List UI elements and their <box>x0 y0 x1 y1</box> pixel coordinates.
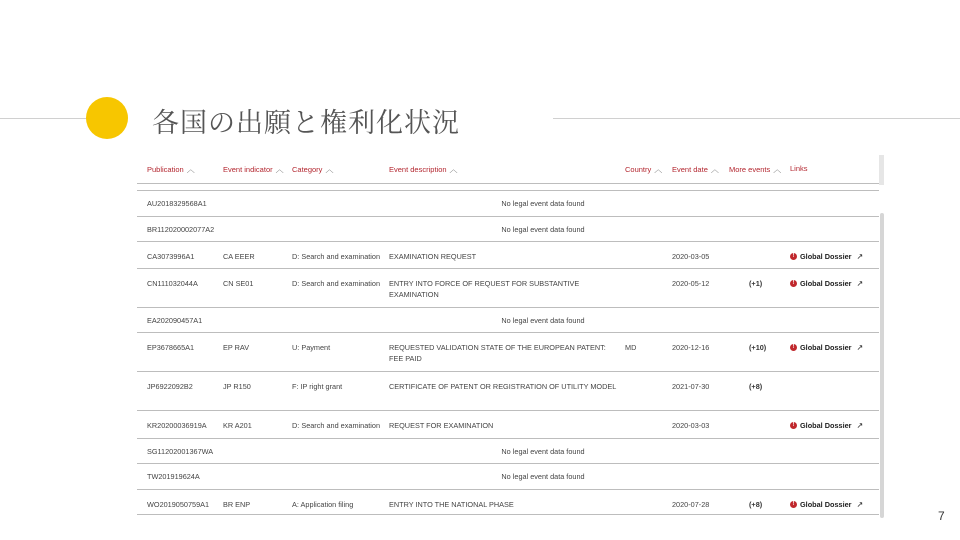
header-shadow <box>879 155 884 185</box>
cell-publication: CA3073996A1 <box>147 252 195 261</box>
header-event-description[interactable]: Event description ︿ <box>389 165 458 174</box>
global-dossier-link[interactable] <box>790 279 863 288</box>
cell-country: MD <box>625 343 637 352</box>
cell-publication: EA202090457A1 <box>147 316 203 325</box>
global-dossier-label: Global Dossier <box>800 500 852 509</box>
global-dossier-link[interactable] <box>790 343 863 352</box>
table-row[interactable] <box>137 217 879 242</box>
info-icon: ! <box>790 253 797 260</box>
sort-caret-icon: ︿ <box>710 165 719 174</box>
cell-publication: BR112020002077A2 <box>147 225 215 234</box>
table-row[interactable] <box>137 242 879 269</box>
external-link-icon: ↗ <box>856 421 864 430</box>
header-publication[interactable]: Publication ︿ <box>147 165 195 174</box>
cell-event-description: REQUEST FOR EXAMINATION <box>389 421 494 430</box>
cell-event-indicator: JP R150 <box>223 382 251 391</box>
table-row[interactable] <box>137 269 879 308</box>
table-row[interactable] <box>137 333 879 372</box>
cell-event-indicator: CA EEER <box>223 252 255 261</box>
table-row[interactable] <box>137 191 879 217</box>
cell-publication: KR20200036919A <box>147 421 207 430</box>
sort-caret-icon: ︿ <box>773 165 782 174</box>
cell-event-description: ENTRY INTO THE NATIONAL PHASE <box>389 500 514 509</box>
cell-event-description: EXAMINATION REQUEST <box>389 252 477 261</box>
cell-event-date: 2020-05-12 <box>672 279 710 288</box>
cell-category: U: Payment <box>292 343 331 352</box>
global-dossier-link[interactable] <box>790 421 863 430</box>
table-row[interactable] <box>137 464 879 490</box>
table-row[interactable] <box>137 490 879 515</box>
sort-caret-icon: ︿ <box>449 165 458 174</box>
cell-publication: AU2018329568A1 <box>147 199 207 208</box>
info-icon: ! <box>790 280 797 287</box>
cell-event-indicator: KR A201 <box>223 421 252 430</box>
cell-publication: CN111032044A <box>147 279 198 288</box>
cell-publication: JP6922092B2 <box>147 382 193 391</box>
cell-no-data-message: No legal event data found <box>501 225 585 234</box>
title-rule-right <box>553 118 960 119</box>
global-dossier-label: Global Dossier <box>800 252 852 261</box>
title-rule-left <box>0 118 95 119</box>
global-dossier-link[interactable] <box>790 252 863 261</box>
header-category[interactable]: Category ︿ <box>292 165 334 174</box>
title-bullet-circle <box>86 97 128 139</box>
cell-event-description: REQUESTED VALIDATION STATE OF THE EUROPEAN PATENT: FEE PAID <box>389 343 606 363</box>
external-link-icon: ↗ <box>856 279 864 288</box>
cell-publication: EP3678665A1 <box>147 343 195 352</box>
global-dossier-link[interactable] <box>790 500 863 509</box>
global-dossier-label: Global Dossier <box>800 279 852 288</box>
cell-event-description: ENTRY INTO FORCE OF REQUEST FOR SUBSTANTIVE EXAMINATION <box>389 279 580 299</box>
cell-no-data-message: No legal event data found <box>501 447 585 456</box>
global-dossier-label: Global Dossier <box>800 421 852 430</box>
info-icon: ! <box>790 344 797 351</box>
cell-event-date: 2020-03-03 <box>672 421 710 430</box>
table-scrollbar[interactable] <box>880 213 884 518</box>
legal-events-table <box>137 155 884 519</box>
table-header <box>137 155 879 184</box>
header-country[interactable]: Country ︿ <box>625 165 663 174</box>
table-row[interactable] <box>137 439 879 464</box>
cell-event-date: 2020-12-16 <box>672 343 710 352</box>
info-icon: ! <box>790 422 797 429</box>
external-link-icon: ↗ <box>856 252 864 261</box>
cell-category: D: Search and examination <box>292 421 381 430</box>
cell-category: F: IP right grant <box>292 382 343 391</box>
cell-event-date: 2020-03-05 <box>672 252 710 261</box>
cell-event-indicator: EP RAV <box>223 343 250 352</box>
sort-caret-icon: ︿ <box>275 165 284 174</box>
cell-event-date: 2020-07-28 <box>672 500 710 509</box>
cell-no-data-message: No legal event data found <box>501 199 585 208</box>
cell-more-events[interactable]: (+8) <box>749 382 763 391</box>
table-row[interactable] <box>137 411 879 439</box>
header-links: Links <box>790 164 808 173</box>
cell-no-data-message: No legal event data found <box>501 316 585 325</box>
cell-event-date: 2021-07-30 <box>672 382 710 391</box>
header-more-events[interactable]: More events ︿ <box>729 165 782 174</box>
cell-publication: WO2019050759A1 <box>147 500 210 509</box>
table-row[interactable] <box>137 308 879 333</box>
table-row[interactable] <box>137 372 879 411</box>
cell-event-indicator: CN SE01 <box>223 279 254 288</box>
cell-category: D: Search and examination <box>292 252 381 261</box>
cell-category: A: Application filing <box>292 500 354 509</box>
cell-category: D: Search and examination <box>292 279 381 288</box>
cell-event-indicator: BR ENP <box>223 500 251 509</box>
header-event-indicator[interactable]: Event indicator ︿ <box>223 165 284 174</box>
cell-no-data-message: No legal event data found <box>501 472 585 481</box>
cell-more-events[interactable]: (+8) <box>749 500 763 509</box>
sort-caret-icon: ︿ <box>186 165 195 174</box>
external-link-icon: ↗ <box>856 343 864 352</box>
cell-event-description: CERTIFICATE OF PATENT OR REGISTRATION OF UTILITY MODEL <box>389 382 617 391</box>
info-icon: ! <box>790 501 797 508</box>
slide-title: 各国の出願と権利化状況 <box>152 108 460 139</box>
external-link-icon: ↗ <box>856 500 864 509</box>
header-event-date[interactable]: Event date ︿ <box>672 165 719 174</box>
cell-publication: SG11202001367WA <box>147 447 214 456</box>
global-dossier-label: Global Dossier <box>800 343 852 352</box>
sort-caret-icon: ︿ <box>325 165 334 174</box>
cell-publication: TW201919624A <box>147 472 200 481</box>
page-number: 7 <box>938 509 945 523</box>
sort-caret-icon: ︿ <box>654 165 663 174</box>
cell-more-events[interactable]: (+10) <box>749 343 767 352</box>
cell-more-events[interactable]: (+1) <box>749 279 763 288</box>
